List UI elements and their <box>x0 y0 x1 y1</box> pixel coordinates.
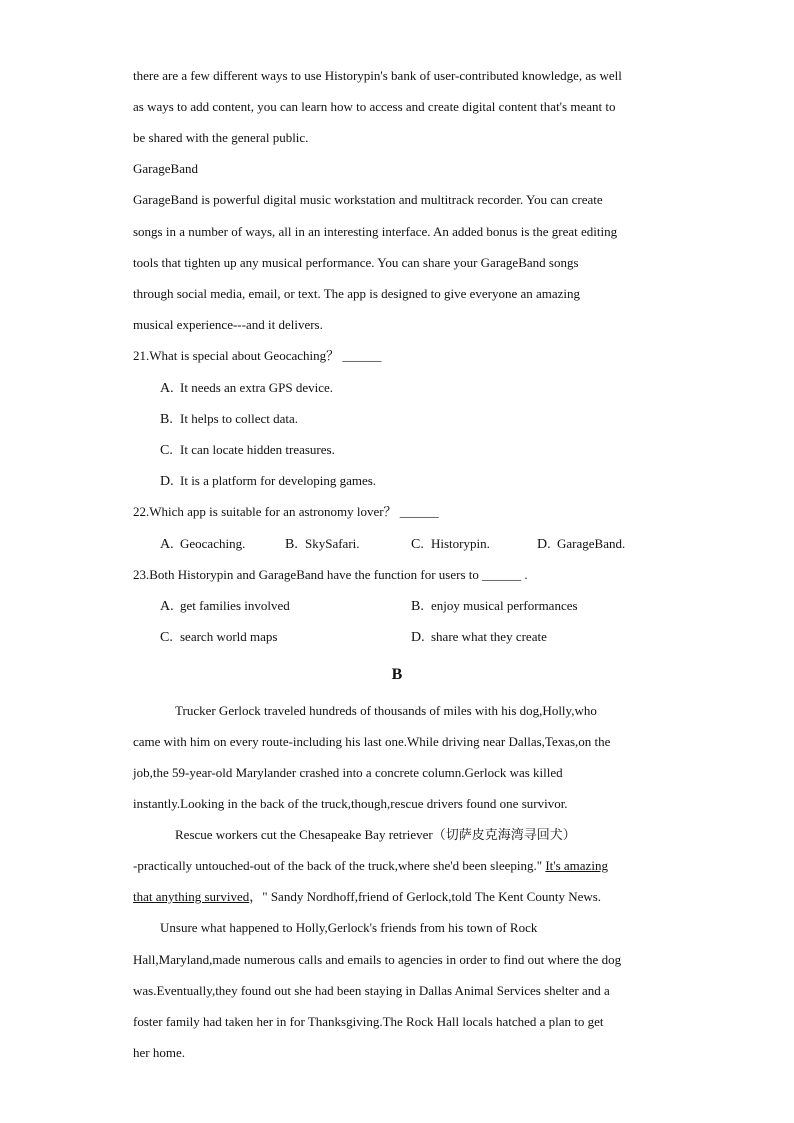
option-letter: C. <box>411 537 424 552</box>
option-letter: B. <box>285 537 298 552</box>
option-letter: A. <box>160 537 174 552</box>
underlined-phrase: It's amazing <box>545 858 608 873</box>
question-23-option-d[interactable] <box>411 629 547 646</box>
option-text: search world maps <box>180 629 278 644</box>
option-letter: A. <box>160 381 174 396</box>
option-letter: B. <box>411 599 424 614</box>
question-21-option-a[interactable] <box>160 380 333 397</box>
question-22-stem: 22.Which app is suitable for an astronomy lover？ ______ <box>133 504 439 519</box>
option-letter: B. <box>160 412 173 427</box>
question-22-option-d[interactable] <box>537 536 625 553</box>
option-text: It is a platform for developing games. <box>180 473 377 488</box>
option-letter: A. <box>160 599 174 614</box>
passage-a-line-5: GarageBand is powerful digital music workstation and multitrack recorder. You can create <box>133 192 603 207</box>
section-b-p3-line-2: Hall,Maryland,made numerous calls and emails to agencies in order to find out where the dog <box>133 952 622 967</box>
p2-text: ，" Sandy Nordhoff,friend of Gerlock,told The Kent County News. <box>249 889 602 904</box>
option-letter: D. <box>411 630 425 645</box>
passage-a-line-3: be shared with the general public. <box>133 130 309 145</box>
section-b-p3-line-1: Unsure what happened to Holly,Gerlock's friends from his town of Rock <box>160 920 538 935</box>
option-text: share what they create <box>431 629 547 644</box>
section-b-p2-line-2 <box>133 858 608 874</box>
p2-text: Rescue workers cut the Chesapeake Bay retriever <box>175 827 433 842</box>
question-21-option-d[interactable] <box>160 473 376 490</box>
option-letter: D. <box>537 537 551 552</box>
chinese-gloss: （切萨皮克海湾寻回犬） <box>432 828 576 843</box>
garageband-title: GarageBand <box>133 161 198 176</box>
option-letter: C. <box>160 630 173 645</box>
section-b-heading: B <box>391 666 403 683</box>
option-text: enjoy musical performances <box>431 598 578 613</box>
option-text: GarageBand. <box>557 536 626 551</box>
section-b-p1-line-2: came with him on every route-including his last one.While driving near Dallas,Texas,on the <box>133 734 611 749</box>
section-b-p1-line-1: Trucker Gerlock traveled hundreds of thousands of miles with his dog,Holly,who <box>175 703 597 718</box>
question-21-option-c[interactable] <box>160 442 335 459</box>
passage-a-line-6: songs in a number of ways, all in an interesting interface. An added bonus is the great editing <box>133 224 618 239</box>
option-text: Historypin. <box>431 536 490 551</box>
question-23-option-a[interactable] <box>160 598 290 615</box>
question-21-stem: 21.What is special about Geocaching？ ______ <box>133 348 382 363</box>
option-text: Geocaching. <box>180 536 246 551</box>
option-text: It helps to collect data. <box>180 411 299 426</box>
section-b-p1-line-4: instantly.Looking in the back of the truck,though,rescue drivers found one survivor. <box>133 796 568 811</box>
underlined-phrase: that anything survived <box>133 889 250 904</box>
p2-text: -practically untouched-out of the back of the truck,where she'd been sleeping." <box>133 858 543 873</box>
section-b-p3-line-5: her home. <box>133 1045 185 1060</box>
option-text: get families involved <box>180 598 290 613</box>
question-21-option-b[interactable] <box>160 411 298 428</box>
section-b-p3-line-3: was.Eventually,they found out she had been staying in Dallas Animal Services shelter and a <box>133 983 610 998</box>
section-b-p1-line-3: job,the 59-year-old Marylander crashed into a concrete column.Gerlock was killed <box>133 765 563 780</box>
question-23-option-b[interactable] <box>411 598 578 615</box>
option-letter: D. <box>160 474 174 489</box>
question-22-option-c[interactable] <box>411 536 490 553</box>
option-text: It needs an extra GPS device. <box>180 380 334 395</box>
section-b-p3-line-4: foster family had taken her in for Thanksgiving.The Rock Hall locals hatched a plan to get <box>133 1014 604 1029</box>
option-text: SkySafari. <box>305 536 360 551</box>
passage-a-line-2: as ways to add content, you can learn how to access and create digital content that's meant to <box>133 99 616 114</box>
passage-a-line-1: there are a few different ways to use Historypin's bank of user-contributed knowledge, as well <box>133 68 622 83</box>
passage-a-line-9: musical experience---and it delivers. <box>133 317 323 332</box>
option-text: It can locate hidden treasures. <box>180 442 335 457</box>
option-letter: C. <box>160 443 173 458</box>
passage-a-line-7: tools that tighten up any musical performance. You can share your GarageBand songs <box>133 255 579 270</box>
passage-a-line-8: through social media, email, or text. The app is designed to give everyone an amazing <box>133 286 581 301</box>
question-22-option-b[interactable] <box>285 536 360 553</box>
question-23-stem: 23.Both Historypin and GarageBand have the function for users to ______ . <box>133 567 528 582</box>
question-23-option-c[interactable] <box>160 629 277 646</box>
section-b-p2-line-3 <box>133 889 601 905</box>
question-22-option-a[interactable] <box>160 536 245 553</box>
section-b-p2-line-1 <box>175 827 576 844</box>
